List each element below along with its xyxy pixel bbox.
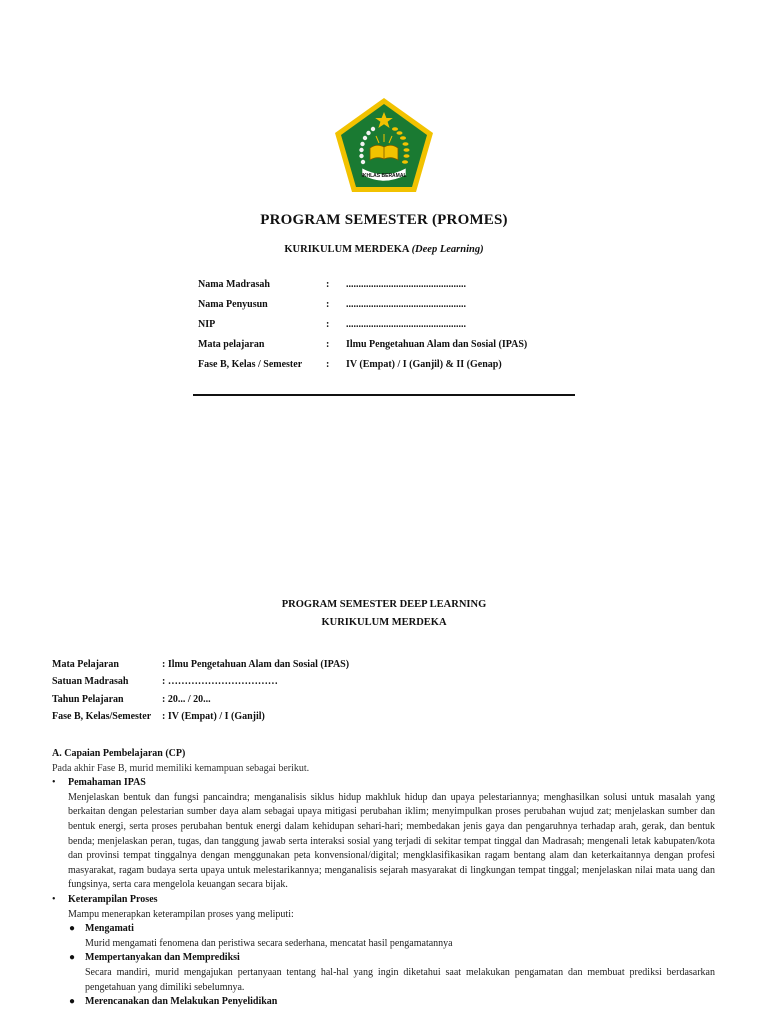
cover-field-colon: : <box>326 318 330 330</box>
kemenag-logo <box>332 96 436 196</box>
bullet-icon: • <box>52 777 56 789</box>
sub-bullet-icon: ● <box>69 996 76 1008</box>
info-row <box>52 656 652 673</box>
pemahaman-title: Pemahaman IPAS <box>68 777 146 789</box>
sub-bullet-icon: ● <box>69 923 76 935</box>
info-label: Tahun Pelajaran <box>52 693 124 705</box>
sub-item-text: Secara mandiri, murid mengajukan pertanyaan tentang hal-hal yang ingin diketahui saat melakukan pengamatan dan membuat prediksi berdasarkan pengetahuan yang dimiliki sebelumnya. <box>85 966 715 993</box>
cover-field-label: Mata pelajaran <box>198 338 265 350</box>
sub-item-title: Mengamati <box>85 923 134 935</box>
cp-lead: Pada akhir Fase B, murid memiliki kemampuan sebagai berikut. <box>52 762 310 774</box>
info-table <box>52 656 652 725</box>
cover-field-label: Fase B, Kelas / Semester <box>198 358 303 370</box>
cover-field-label: Nama Penyusun <box>198 298 268 310</box>
info-row <box>52 708 652 725</box>
cover-field-value: IV (Empat) / I (Ganjil) & II (Genap) <box>346 358 502 370</box>
info-label: Mata Pelajaran <box>52 659 119 671</box>
info-label: Satuan Madrasah <box>52 676 129 688</box>
cp-heading: A. Capaian Pembelajaran (CP) <box>52 748 186 759</box>
info-value: : Ilmu Pengetahuan Alam dan Sosial (IPAS) <box>162 659 350 671</box>
info-label: Fase B, Kelas/Semester <box>52 711 152 723</box>
section-title: PROGRAM SEMESTER DEEP LEARNING <box>281 599 487 610</box>
cover-field-row <box>198 314 618 334</box>
cover-field-row <box>198 334 618 354</box>
cover-title: PROGRAM SEMESTER (PROMES) <box>260 212 508 228</box>
cover-field-label: Nama Madrasah <box>198 278 270 290</box>
keterampilan-title: Keterampilan Proses <box>68 893 158 905</box>
cover-subtitle-italic: (Deep Learning) <box>411 244 484 255</box>
cp-content <box>52 747 715 1010</box>
bullet-icon: • <box>52 893 56 905</box>
info-value: : IV (Empat) / I (Ganjil) <box>162 711 265 723</box>
cover-field-colon: : <box>326 278 330 290</box>
cover-field-value: ................................................ <box>346 318 466 330</box>
keterampilan-text: Mampu menerapkan keterampilan proses yang meliputi: <box>68 908 294 920</box>
cover-field-row <box>198 294 618 314</box>
sub-item-text: Murid mengamati fenomena dan peristiwa secara sederhana, mencatat hasil pengamatannya <box>85 937 453 949</box>
cover-field-row <box>198 274 618 294</box>
cover-field-value: ................................................ <box>346 278 466 290</box>
cover-field-value: Ilmu Pengetahuan Alam dan Sosial (IPAS) <box>346 338 528 350</box>
pemahaman-text: Menjelaskan bentuk dan fungsi pancaindra; menganalisis siklus hidup makhluk hidup dan upaya pelestariannya; menghasilkan solusi untuk masalah yang berkaitan dengan pelestarian sumber daya alam sebagai upaya mitigasi perubahan iklim; menyimpulkan proses perubahan wujud zat; menjelaskan sumber dan bentuk energi, serta proses perubahan bentuk energi dalam kehidupan sehari-hari; membedakan jenis gaya dan pengaruhnya terhadap arah, gerak, dan bentuk benda; menjelaskan peran, tugas, dan tanggung jawab serta interaksi sosial yang terjadi di sekitar tempat tinggal dan Madrasah; mengenali letak kabupaten/kota dan provinsi tempat tinggalnya dengan menggunakan peta konvensional/digital; mengklasifikasikan ragam bentang alam dan keterkaitannya dengan profesi masyarakat, ragam budaya serta upaya untuk melestarikannya; menganalisis sejarah masyarakat di lingkungan tempat tinggal; menjelaskan nilai mata uang dan fungsinya, serta cara mengelola keuangan secara bijak. <box>68 791 715 891</box>
cover-fields <box>198 274 618 374</box>
cover-divider <box>193 394 575 396</box>
cover-subtitle <box>0 244 768 255</box>
cover-field-colon: : <box>326 358 330 370</box>
cover-field-value: ................................................ <box>346 298 466 310</box>
cover-field-colon: : <box>326 338 330 350</box>
cover-field-colon: : <box>326 298 330 310</box>
info-value: : …………………………… <box>162 676 278 688</box>
info-row <box>52 691 652 708</box>
cover-field-label: NIP <box>198 318 216 330</box>
list-item <box>52 893 715 922</box>
cover-subtitle-main: KURIKULUM MERDEKA <box>284 244 409 255</box>
sub-list-item <box>69 951 715 995</box>
sub-list-item <box>69 995 715 1010</box>
info-value: : 20... / 20... <box>162 693 211 705</box>
logo-label: IKHLAS BERAMAL <box>361 173 407 179</box>
cover-field-row <box>198 354 618 374</box>
list-item <box>52 776 715 893</box>
sub-item-title: Mempertanyakan dan Memprediksi <box>85 952 240 964</box>
sub-item-title: Merencanakan dan Melakukan Penyelidikan <box>85 996 278 1008</box>
sub-bullet-icon: ● <box>69 952 76 964</box>
info-row <box>52 673 652 690</box>
section-subtitle: KURIKULUM MERDEKA <box>321 617 447 628</box>
sub-list-item <box>69 922 715 951</box>
